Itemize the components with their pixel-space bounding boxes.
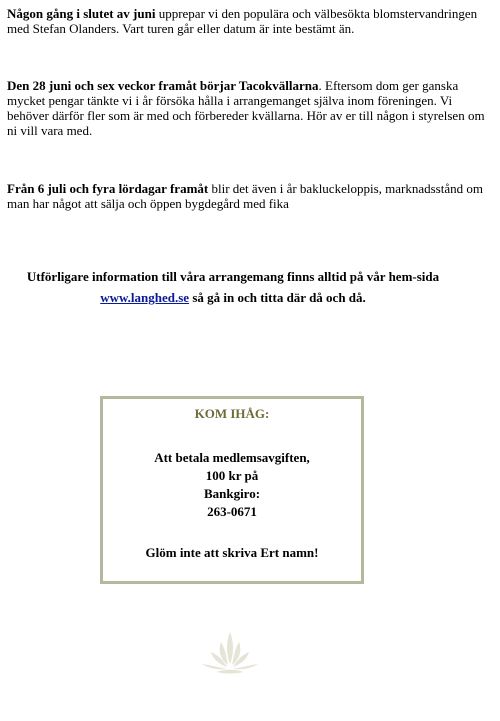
paragraph-text: . Eftersom dom ger ganska mycket pengar tänkte vi i år försöka hålla i arrangemanget själva inom föreningen. Vi behöver därför fler som är med och förbereder kvällarna. Hör av er till någon i styrelsen om ni vill vara med. (7, 78, 485, 138)
reminder-heading: KOM IHÅG: (194, 406, 270, 421)
paragraph-text: blir det även i år bakluckeloppis, marknadsstånd om man har något att sälja och öppen bygdegård med fika (7, 181, 483, 211)
website-link[interactable]: www.langhed.se (100, 290, 190, 305)
paragraph-bakluckeloppis (7, 181, 487, 211)
paragraph-blomstervandring (7, 6, 487, 36)
reminder-line: 263-0671 (207, 504, 257, 519)
info-paragraph (0, 266, 466, 308)
paragraph-lead: Den 28 juni och sex veckor framåt börjar Tacokvällarna (7, 78, 319, 93)
reminder-line: 100 kr på (205, 468, 259, 483)
reminder-line: Bankgiro: (203, 486, 261, 501)
reminder-box (100, 396, 364, 584)
paragraph-text: upprepar vi den populära och välbesökta blomstervandringen med Stefan Olanders. Vart turen går eller datum är inte bestämt än. (7, 6, 478, 36)
reminder-line: Att betala medlemsavgiften, (154, 450, 310, 465)
reminder-note: Glöm inte att skriva Ert namn! (145, 545, 319, 560)
leaf-ornament-icon (199, 630, 261, 676)
reminder-body (103, 449, 361, 521)
paragraph-lead: Någon gång i slutet av juni (7, 6, 156, 21)
info-text: Utförligare information till våra arrangemang finns alltid på vår hem-sida (26, 269, 440, 284)
paragraph-tacokvallar (7, 78, 487, 138)
info-text-end: så gå in och titta där då och då. (189, 290, 366, 305)
paragraph-lead: Från 6 juli och fyra lördagar framåt (7, 181, 209, 196)
